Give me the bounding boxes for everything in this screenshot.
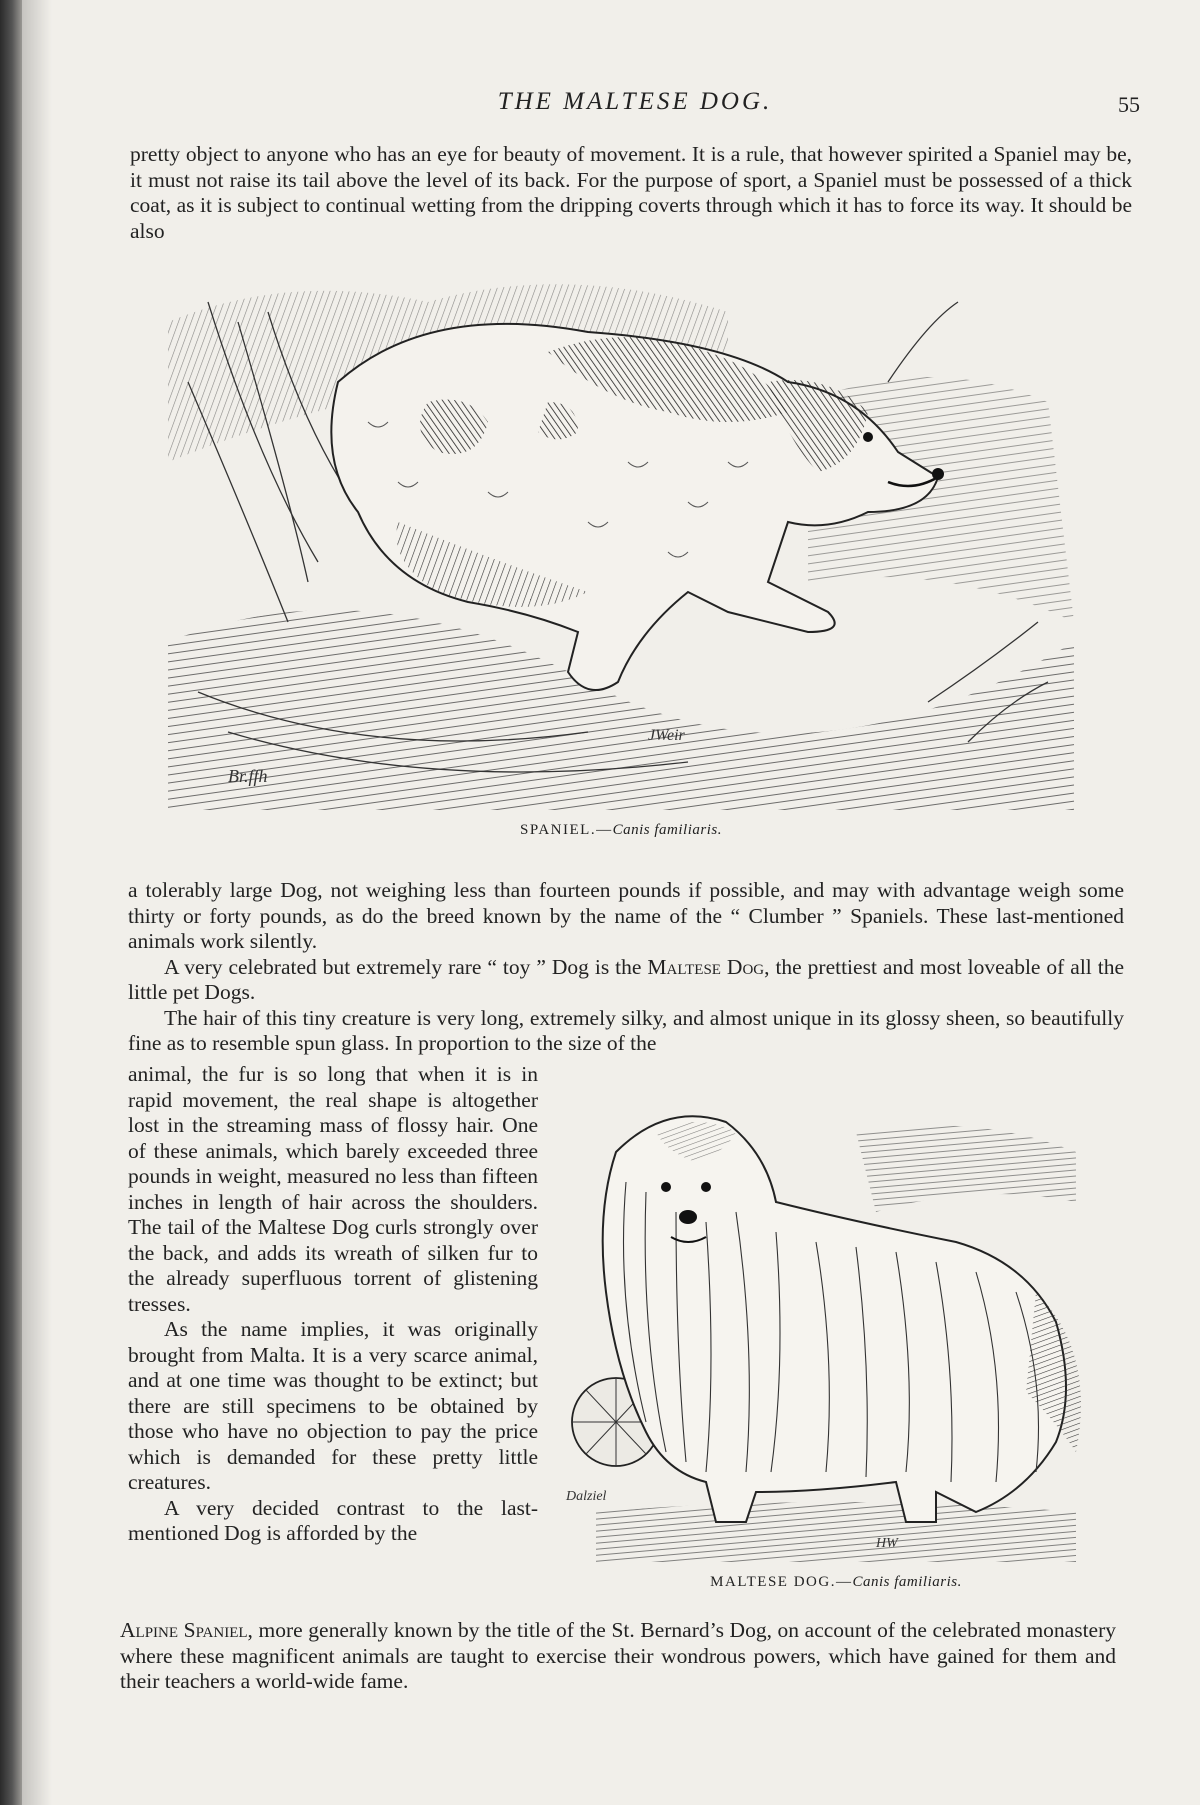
paragraph-malta: As the name implies, it was originally brought from Malta. It is a very scarce animal, and at one time was thought to be extinct; but there are still specimens to be obtained by those who have no objection to pay the price which is demanded for these pretty little creatures. bbox=[128, 1317, 538, 1494]
maltese-engraving bbox=[556, 1092, 1116, 1562]
spaniel-caption bbox=[168, 822, 1074, 839]
running-title: THE MALTESE DOG. bbox=[497, 88, 773, 115]
paragraph-clumber: a tolerably large Dog, not weighing less than fourteen pounds if possible, and may with advantage weigh some thirty or forty pounds, as do the breed known by the name of the “ Clumber ” Spaniels. These last-mentioned animals work silently. bbox=[128, 878, 1124, 953]
maltese-artist-signature: HW bbox=[876, 1536, 898, 1551]
paragraph-hair-column: animal, the fur is so long that when it is in rapid movement, the real shape is altogether lost in the streaming mass of flossy hair. One of these animals, which barely exceeded three pounds in weight, measured no less than fifteen inches in length of hair across the shoulders. The tail of the Maltese Dog curls strongly over the back, and adds its wreath of silken fur to the already superfluous torrent of glistening tresses. bbox=[128, 1062, 538, 1316]
paragraph-top bbox=[130, 142, 1132, 244]
gutter-shadow bbox=[22, 0, 52, 1805]
spaniel-caption-name: SPANIEL bbox=[520, 822, 591, 838]
spaniel-illustration bbox=[168, 262, 1074, 810]
spaniel-caption-latin: Canis familiaris. bbox=[612, 822, 722, 838]
maltese-caption-name: MALTESE DOG bbox=[710, 1574, 831, 1590]
artist-signature: JWeir bbox=[648, 727, 685, 744]
paragraph-contrast-column: A very decided contrast to the last-mentioned Dog is afforded by the bbox=[128, 1495, 538, 1545]
alpine-spaniel-term: Alpine Spaniel bbox=[120, 1618, 248, 1642]
maltese-dog-term: Maltese Dog bbox=[647, 954, 765, 979]
page-number: 55 bbox=[1118, 92, 1140, 117]
paragraph-maltese-intro bbox=[128, 955, 1124, 1006]
spaniel-caption-separator: .— bbox=[590, 822, 613, 838]
paragraph-final bbox=[120, 1618, 1116, 1695]
paragraph-continuation bbox=[128, 878, 1124, 1057]
maltese-illustration bbox=[556, 1092, 1116, 1562]
maltese-caption-latin: Canis familiaris. bbox=[852, 1574, 962, 1590]
paragraph-alpine bbox=[120, 1618, 1116, 1695]
left-column-text bbox=[128, 1062, 538, 1547]
running-head bbox=[130, 88, 1140, 124]
maltese-caption bbox=[556, 1574, 1116, 1591]
book-spine-shadow bbox=[0, 0, 22, 1805]
alpine-spaniel-text: , more generally known by the title of the St. Bernard’s Dog, on account of the celebrated monastery where these magnificent animals are taught to exercise their wondrous powers, which have gained for them and their teachers a world-wide fame. bbox=[120, 1618, 1117, 1693]
paragraph-top-text: pretty object to anyone who has an eye for beauty of movement. It is a rule, that however spirited a Spaniel may be, it must not raise its tail above the level of its back. For the purpose of sport, a Spaniel must be possessed of a thick coat, as it is subject to continual wetting from the dripping coverts through which it has to force its way. It should be also bbox=[130, 142, 1132, 243]
maltese-caption-separator: .— bbox=[830, 1574, 853, 1590]
engraver-signature: Br.ffh bbox=[228, 766, 268, 786]
maltese-intro-before: A very celebrated but extremely rare “ toy ” Dog is the bbox=[164, 954, 642, 979]
spaniel-engraving bbox=[168, 262, 1074, 810]
paragraph-hair-start: The hair of this tiny creature is very long, extremely silky, and almost unique in its glossy sheen, so beautifully fine as to resemble spun glass. In proportion to the size of the bbox=[128, 1005, 1124, 1055]
maltese-engraver-signature: Dalziel bbox=[566, 1489, 607, 1504]
maltese-intro-after: , the prettiest and most loveable of all the little pet Dogs. bbox=[128, 954, 1125, 1004]
